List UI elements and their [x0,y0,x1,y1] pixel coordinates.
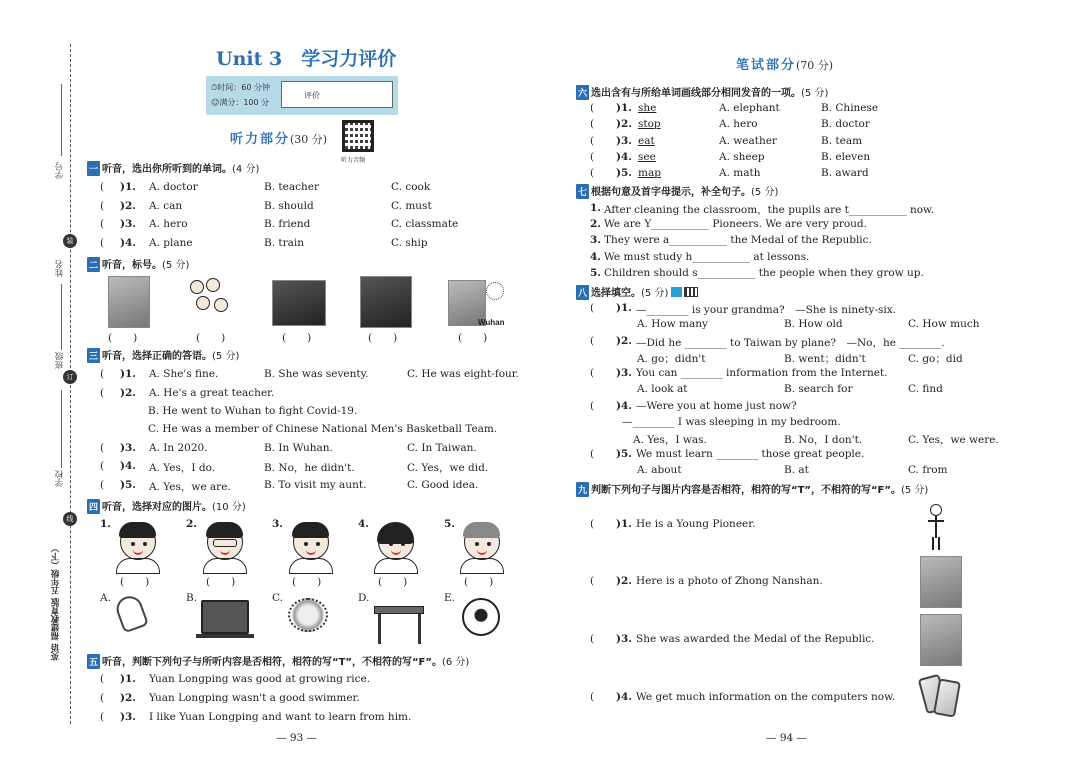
boy-glasses-face-icon [207,524,243,560]
play-audio-icon[interactable] [671,287,682,297]
option-a: A. go；didn't [637,353,706,365]
answer-paren[interactable]: ( [100,237,105,249]
girl-pigtails-face-icon [293,524,329,560]
option-a: A. look at [637,383,688,395]
statement-text: Here is a photo of Zhong Nanshan. [636,575,823,587]
option-a: A. Yes，I do. [149,462,216,474]
question-number: )1. [616,302,632,314]
option-b: B. doctor [821,118,870,130]
section-number: 五 [87,654,100,669]
question-number: 4. [590,251,601,263]
question-text: —Did he ________ to Taiwan by plane? —No，he ________. [636,337,945,349]
info-box [206,76,398,115]
binding-margin [52,44,82,724]
question-number: 1. [590,202,601,214]
question-number: )4. [616,400,632,412]
picture-number: 5. [444,518,455,530]
virus-icon [288,598,328,632]
option-c: C. must [391,200,432,212]
answer-paren[interactable]: ( [590,633,595,645]
question-text: You can ________ information from the Internet. [636,367,888,379]
statement-text: Yuan Longping wasn't a good swimmer. [149,692,360,704]
answer-paren[interactable]: ( [590,335,595,347]
statement-text: We get much information on the computers now. [636,691,896,703]
statement-text: I like Yuan Longping and want to learn from him. [149,711,412,723]
option-letter: A. [100,592,111,604]
option-b: B. team [821,135,863,147]
option-b: B. friend [264,218,311,230]
question-number: 2. [590,218,601,230]
section-title: 根据句意及首字母提示，补全句子。 [591,187,752,198]
option-b: B. No，he didn't. [264,462,355,474]
section-points: (5 分) [900,485,929,496]
option-b: B. teacher [264,181,319,193]
name-line [61,284,62,350]
picture-number: 2. [186,518,197,530]
section-number: 七 [576,184,589,199]
question-text-line2: —________ I was sleeping in my bedroom. [622,416,841,428]
right-page [540,0,1080,764]
section-6-heading [576,84,828,100]
section-points: (5 分) [162,260,190,271]
answer-paren[interactable]: ( [590,691,595,703]
question-number: 3. [590,234,601,246]
question-number: )2. [616,335,632,347]
picture-number: 4. [358,518,369,530]
option-c: C. In Taiwan. [407,442,477,454]
section-title: 听音，标号。 [102,260,163,271]
option-b: B. award [821,167,869,179]
given-word: eat [638,135,655,147]
answer-paren[interactable]: ( ) [458,332,488,344]
answer-paren[interactable]: ( ) [108,332,138,344]
question-number: )3. [616,633,632,645]
qr-code-icon[interactable] [342,120,374,152]
binding-circle: 线 [63,512,77,526]
option-a: A. math [719,167,761,179]
answer-paren[interactable]: ( [590,151,595,163]
section-title: 听音，选择对应的图片。 [102,502,213,513]
answer-paren[interactable]: ( [590,102,595,114]
section-9-heading [576,481,928,497]
name-label: 姓名 [55,260,65,277]
answer-paren[interactable]: ( ) [378,576,408,588]
option-b: B. should [264,200,314,212]
statement-text: She was awarded the Medal of the Republic. [636,633,875,645]
student-id-label: 学号 [55,162,65,179]
question-number: )3. [616,135,632,147]
question-text: —Were you at home just now? [636,400,797,412]
student-id-line [61,84,62,156]
sentence-text[interactable]: Children should s___________ the people when they grow up. [604,267,924,279]
question-number: )1. [120,673,136,685]
question-number: )3. [120,218,136,230]
phone-icon [933,678,961,717]
option-a: A. plane [149,237,193,249]
option-a: A. In 2020. [149,442,208,454]
option-c: C. He was a member of Chinese National Men's Basketball Team. [148,423,498,435]
writing-part-label: 笔试部分 [736,58,797,73]
option-a: A. How many [637,318,708,330]
section-4-heading [87,498,246,514]
section-title: 听音，选择正确的答语。 [102,351,213,362]
medal-man-photo [360,276,412,328]
statement-text: He is a Young Pioneer. [636,518,756,530]
cut-line [70,44,71,724]
option-a: A. hero [719,118,758,130]
given-word: stop [638,118,661,130]
option-c: C. ship [391,237,428,249]
section-points: (5 分) [751,187,779,198]
option-b: B. He went to Wuhan to fight Covid-19. [148,405,358,417]
option-letter: D. [358,592,370,604]
answer-paren[interactable]: ( ) [196,332,226,344]
question-number: )4. [120,460,136,472]
option-a: A. can [149,200,183,212]
answer-paren[interactable]: ( ) [120,576,150,588]
boy-face-icon [120,524,156,560]
option-letter: C. [272,592,283,604]
option-a: A. Yes，we are. [149,481,231,493]
answer-paren[interactable]: ( [590,367,595,379]
child-head [206,278,220,292]
answer-paren[interactable]: ( ) [206,576,236,588]
option-c: C. go；did [908,353,963,365]
desk-leg [378,614,381,644]
answer-paren[interactable]: ( [590,118,595,130]
option-c: C. from [908,464,948,476]
answer-paren[interactable]: ( [590,302,595,314]
question-number: )3. [120,442,136,454]
option-letter: B. [186,592,198,604]
answer-paren[interactable]: ( [590,518,595,530]
binding-circle: 订 [63,370,77,384]
child-head [196,296,210,310]
option-b: B. search for [784,383,853,395]
question-number: )5. [616,448,632,460]
section-title: 判断下列句子与图片内容是否相符，相符的写“T”，不相符的写“F”。 [591,485,901,496]
section-points: (6 分) [441,657,470,668]
section-number: 九 [576,482,589,497]
section-1-heading [87,160,259,176]
sentence-text[interactable]: We must study h___________ at lessons. [604,251,810,263]
statement-text: Yuan Longping was good at growing rice. [149,673,371,685]
question-number: )3. [120,711,136,723]
writing-part-score: (70 分) [796,59,834,72]
page-number: — 93 — [276,732,318,744]
option-b: B. To visit my aunt. [264,479,367,491]
question-number: )2. [120,200,136,212]
option-b: B. She was seventy. [264,368,369,380]
children-hands-image [188,278,236,326]
book-meta: 英语 福建教育版 五年级（下） [51,544,61,661]
question-number: )4. [616,151,632,163]
class-line [61,390,62,468]
section-points: (5 分) [641,288,669,299]
question-number: )5. [616,167,632,179]
answer-paren[interactable]: ( ) [368,332,398,344]
question-number: )2. [120,387,136,399]
answer-paren[interactable]: ( [100,387,105,399]
option-a: A. Yes，I was. [633,434,707,446]
listening-part-title [230,128,327,147]
laptop-base [196,634,254,638]
child-head [214,298,228,312]
section-title: 选出含有与所给单词画线部分相同发音的一项。 [591,88,802,99]
section-2-heading [87,256,189,272]
question-number: )2. [616,575,632,587]
section-points: (4 分) [232,164,260,175]
stethoscope-icon [113,593,149,634]
given-word: she [638,102,657,114]
option-c: C. Yes，we were. [908,434,999,446]
girl-bob-face-icon [378,524,414,560]
option-a: A. about [637,464,682,476]
question-text: We must learn ________ those great people. [636,448,865,460]
option-b: B. at [784,464,809,476]
option-c: C. He was eight-four. [407,368,520,380]
option-c: C. How much [908,318,980,330]
answer-paren[interactable]: ( [590,448,595,460]
answer-paren[interactable]: ( ) [292,576,322,588]
question-text: —________ is your grandma? —She is ninety-six. [636,304,897,316]
section-points: (5 分) [212,351,240,362]
option-a: A. doctor [149,181,198,193]
option-b: B. went；didn't [784,353,866,365]
qr-code-icon[interactable] [684,287,698,297]
zhong-nanshan-photo [920,556,962,608]
option-letter: E. [444,592,456,604]
boy-side-face-icon [464,524,500,560]
answer-paren[interactable]: ( [100,711,105,723]
answer-paren[interactable]: ( [100,692,105,704]
answer-paren[interactable]: ( [590,575,595,587]
question-number: )1. [120,181,136,193]
option-b: B. train [264,237,305,249]
picture-number: 1. [100,518,111,530]
question-number: )1. [616,518,632,530]
question-number: )2. [120,692,136,704]
given-word: see [638,151,656,163]
answer-paren[interactable]: ( [100,368,105,380]
answer-paren[interactable]: ( [100,181,105,193]
binding-circle: 装 [63,234,77,248]
option-a: A. She's fine. [149,368,219,380]
option-c: C. Yes，we did. [407,462,489,474]
option-b: B. No，I don't. [784,434,863,446]
answer-paren[interactable]: ( [100,442,105,454]
answer-paren[interactable]: ( [100,200,105,212]
eval-box [281,81,393,108]
option-b: B. Chinese [821,102,879,114]
question-number: 5. [590,267,601,279]
answer-paren[interactable]: ( [590,135,595,147]
section-title: 听音，判断下列句子与所听内容是否相符，相符的写“T”，不相符的写“F”。 [102,657,442,668]
class-label: 班级 [55,352,65,369]
section-number: 六 [576,85,589,100]
school-label: 学校 [55,470,65,487]
section-number: 八 [576,285,589,300]
section-points: (5 分) [801,88,829,99]
answer-paren[interactable]: ( [590,167,595,179]
option-a: A. elephant [719,102,780,114]
section-8-heading [576,284,698,300]
section-number: 四 [87,499,100,514]
section-points: (10 分) [212,502,246,513]
option-a: A. He's a great teacher. [149,387,275,399]
answer-paren[interactable]: ( ) [282,332,312,344]
section-number: 二 [87,257,100,272]
question-number: )5. [120,479,136,491]
eval-label: 评价 [304,91,320,100]
question-number: )4. [120,237,136,249]
given-word: map [638,167,661,179]
option-a: A. hero [149,218,188,230]
option-b: B. eleven [821,151,871,163]
listening-part-label: 听力部分 [230,132,291,147]
option-c: C. classmate [391,218,459,230]
time-line: ⏱时间：60 分钟 [211,83,270,92]
answer-paren[interactable]: ( [100,479,105,491]
sentence-text[interactable]: We are Y___________ Pioneers. We are very proud. [604,218,867,230]
question-number: )1. [616,102,632,114]
option-c: C. Good idea. [407,479,479,491]
writing-part-title [736,54,833,73]
answer-paren[interactable]: ( [590,400,595,412]
picture-number: 3. [272,518,283,530]
page-number: — 94 — [766,732,808,744]
question-number: )4. [616,691,632,703]
answer-paren[interactable]: ( ) [464,576,494,588]
section-title: 听音，选出你所听到的单词。 [102,164,233,175]
score-line: ☺满分：100 分 [211,98,270,107]
option-b: B. How old [784,318,843,330]
section-number: 三 [87,348,100,363]
section-7-heading [576,183,778,199]
laptop-icon [201,600,249,634]
football-icon [462,598,500,636]
doctor-photo [108,276,150,328]
virus-icon [486,282,504,300]
section-3-heading [87,347,239,363]
sentence-text[interactable]: After cleaning the classroom，the pupils are t___________ now. [604,204,935,216]
option-a: A. sheep [719,151,765,163]
question-number: )3. [616,367,632,379]
option-b: B. In Wuhan. [264,442,333,454]
section-5-heading [87,653,469,669]
young-pioneer-figure-icon [924,504,948,550]
option-a: A. weather [719,135,777,147]
qr-label: 听力音频 [341,157,366,164]
sentence-text[interactable]: They were a___________ the Medal of the Republic. [604,234,872,246]
answer-paren[interactable]: ( [100,218,105,230]
medal-woman-photo [920,614,962,666]
question-number: )2. [616,118,632,130]
option-c: C. cook [391,181,431,193]
option-c: C. find [908,383,943,395]
answer-paren[interactable]: ( [100,460,105,472]
answer-paren[interactable]: ( [100,673,105,685]
section-title: 选择填空。 [591,288,642,299]
unit-title: Unit 3 学习力评价 [216,48,397,70]
question-number: )1. [120,368,136,380]
desk-icon [374,606,424,614]
train-photo [272,280,326,326]
listening-part-score: (30 分) [290,133,328,146]
desk-leg [418,614,421,644]
wuhan-label: Wuhan [478,318,505,327]
child-head [190,280,204,294]
section-number: 一 [87,161,100,176]
